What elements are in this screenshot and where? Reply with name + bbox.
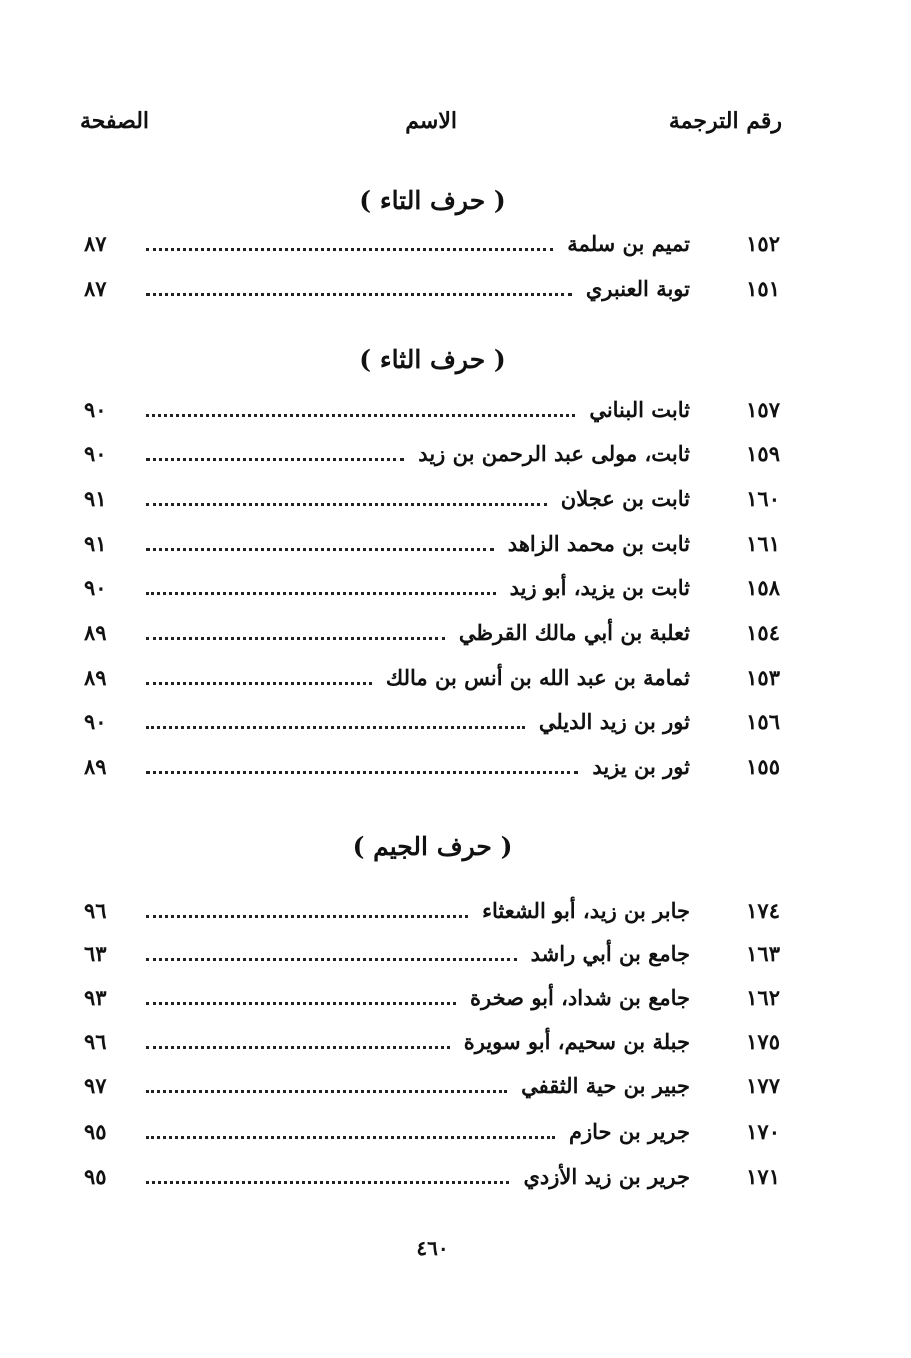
leader-dots bbox=[146, 1046, 450, 1049]
leader-dots bbox=[146, 682, 372, 685]
leader-dots bbox=[146, 915, 468, 918]
entry-page: ٩٠ bbox=[84, 574, 107, 600]
leader-dots bbox=[146, 248, 553, 251]
entry-name: ثابت بن محمد الزاهد bbox=[507, 530, 690, 556]
leader-dots bbox=[146, 293, 572, 296]
header-name: الاسم bbox=[405, 108, 457, 134]
entry-number: ١٥٤ bbox=[746, 619, 780, 645]
entry-page: ٩٠ bbox=[84, 440, 107, 466]
entry-page: ٨٩ bbox=[84, 619, 107, 645]
entry-number: ١٥٣ bbox=[746, 664, 780, 690]
entry-number: ١٥٨ bbox=[746, 574, 780, 600]
entry-number: ١٥١ bbox=[746, 275, 780, 301]
leader-dots bbox=[146, 1002, 456, 1005]
entry-name: ثابت البناني bbox=[589, 396, 690, 422]
header-entry-number: رقم الترجمة bbox=[668, 108, 782, 134]
leader-dots bbox=[146, 1090, 507, 1093]
entry-name: ثابت، مولى عبد الرحمن بن زيد bbox=[418, 440, 690, 466]
entry-number: ١٥٢ bbox=[746, 230, 780, 256]
entry-name: جامع بن أبي راشد bbox=[530, 940, 690, 966]
list-item bbox=[84, 893, 780, 927]
entry-number: ١٥٩ bbox=[746, 440, 780, 466]
entry-name: ثابت بن عجلان bbox=[560, 485, 690, 511]
list-item bbox=[84, 271, 780, 305]
list-item bbox=[84, 936, 780, 970]
list-item bbox=[84, 980, 780, 1014]
entry-number: ١٧٥ bbox=[746, 1028, 780, 1054]
entry-name: توبة العنبري bbox=[585, 275, 690, 301]
header-page: الصفحة bbox=[80, 108, 150, 134]
entry-page: ٩٠ bbox=[84, 396, 107, 422]
leader-dots bbox=[146, 726, 525, 729]
leader-dots bbox=[146, 503, 547, 506]
entry-page: ٨٧ bbox=[84, 275, 107, 301]
list-item bbox=[84, 481, 780, 515]
list-item bbox=[84, 526, 780, 560]
entry-page: ٩١ bbox=[84, 485, 107, 511]
entry-number: ١٧٤ bbox=[746, 897, 780, 923]
entry-page: ٩٦ bbox=[84, 897, 107, 923]
entry-page: ٩٥ bbox=[84, 1163, 107, 1189]
entry-name: جامع بن شداد، أبو صخرة bbox=[470, 984, 690, 1010]
list-item bbox=[84, 704, 780, 738]
entry-page: ٩٠ bbox=[84, 708, 107, 734]
entry-page: ٩٥ bbox=[84, 1118, 107, 1144]
entry-number: ١٧١ bbox=[746, 1163, 780, 1189]
list-item bbox=[84, 1024, 780, 1058]
entry-page: ٩٣ bbox=[84, 984, 107, 1010]
entry-name: ثور بن زيد الديلي bbox=[538, 708, 690, 734]
entry-name: ثعلبة بن أبي مالك القرظي bbox=[458, 619, 690, 645]
entry-number: ١٧٠ bbox=[746, 1118, 780, 1144]
leader-dots bbox=[146, 414, 575, 417]
entry-name: ثمامة بن عبد الله بن أنس بن مالك bbox=[385, 664, 690, 690]
entry-number: ١٦٢ bbox=[746, 984, 780, 1010]
entry-name: جرير بن حازم bbox=[569, 1118, 690, 1144]
entry-number: ١٥٧ bbox=[746, 396, 780, 422]
leader-dots bbox=[146, 548, 494, 551]
entry-name: جابر بن زيد، أبو الشعثاء bbox=[482, 897, 690, 923]
list-item bbox=[84, 436, 780, 470]
list-item bbox=[84, 1068, 780, 1102]
leader-dots bbox=[146, 592, 496, 595]
entry-name: جرير بن زيد الأزدي bbox=[523, 1163, 690, 1189]
section-title-jeem: ( حرف الجيم ) bbox=[352, 832, 513, 861]
list-item bbox=[84, 1159, 780, 1193]
entry-page: ٨٧ bbox=[84, 230, 107, 256]
leader-dots bbox=[146, 458, 404, 461]
table-header bbox=[80, 108, 782, 142]
list-item bbox=[84, 226, 780, 260]
leader-dots bbox=[146, 1181, 509, 1184]
leader-dots bbox=[146, 771, 578, 774]
entry-name: ثابت بن يزيد، أبو زيد bbox=[509, 574, 690, 600]
entry-page: ٨٩ bbox=[84, 753, 107, 779]
entry-name: جبير بن حية الثقفي bbox=[521, 1072, 690, 1098]
list-item bbox=[84, 749, 780, 783]
section-title-thaa: ( حرف الثاء ) bbox=[359, 345, 506, 374]
leader-dots bbox=[146, 637, 445, 640]
list-item bbox=[84, 570, 780, 604]
entry-page: ٩٦ bbox=[84, 1028, 107, 1054]
entry-name: تميم بن سلمة bbox=[567, 230, 690, 256]
list-item bbox=[84, 392, 780, 426]
entry-name: ثور بن يزيد bbox=[592, 753, 690, 779]
list-item bbox=[84, 660, 780, 694]
list-item bbox=[84, 1114, 780, 1148]
section-title-taa: ( حرف التاء ) bbox=[359, 186, 506, 215]
entry-number: ١٦١ bbox=[746, 530, 780, 556]
entry-name: جبلة بن سحيم، أبو سويرة bbox=[463, 1028, 690, 1054]
entry-number: ١٥٦ bbox=[746, 708, 780, 734]
entry-page: ٦٣ bbox=[84, 940, 107, 966]
entry-number: ١٦٠ bbox=[746, 485, 780, 511]
entry-number: ١٦٣ bbox=[746, 940, 780, 966]
entry-page: ٩٧ bbox=[84, 1072, 107, 1098]
page-number: ٤٦٠ bbox=[416, 1236, 449, 1260]
entry-page: ٩١ bbox=[84, 530, 107, 556]
list-item bbox=[84, 615, 780, 649]
leader-dots bbox=[146, 1136, 555, 1139]
leader-dots bbox=[146, 958, 517, 961]
entry-number: ١٥٥ bbox=[746, 753, 780, 779]
entry-number: ١٧٧ bbox=[746, 1072, 780, 1098]
entry-page: ٨٩ bbox=[84, 664, 107, 690]
